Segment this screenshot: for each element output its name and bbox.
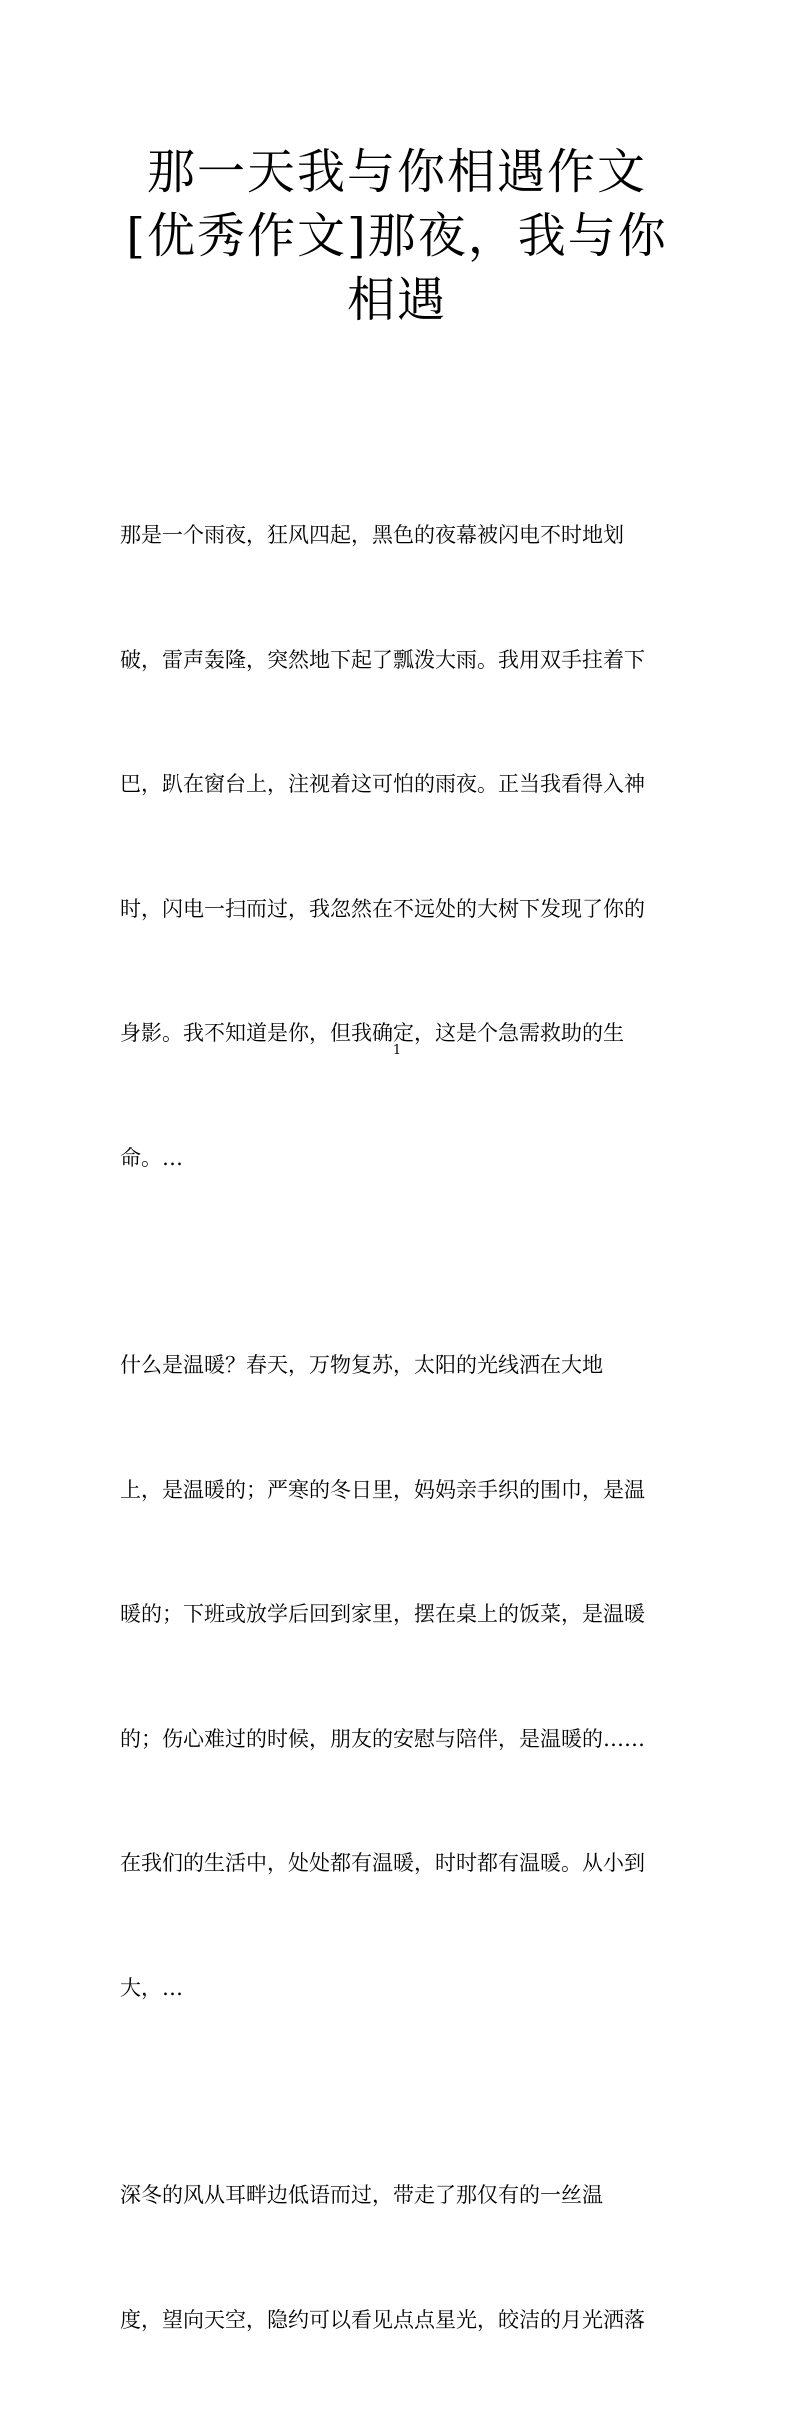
text-line: 身影。我不知道是你，但我确定，这是个急需救助的生	[120, 1021, 624, 1045]
title-line: 那一天我与你相遇作文	[146, 144, 647, 200]
text-line: 大，…	[120, 1975, 183, 2000]
paragraph-warmth	[120, 1262, 676, 2092]
text-line: 巴，趴在窗台上，注视着这可怕的雨夜。正当我看得入神	[120, 772, 645, 796]
title-line: [优秀作文]那夜，我与你	[126, 208, 668, 264]
text-line: 上，是温暖的；严寒的冬日里，妈妈亲手织的围巾，是温	[120, 1477, 645, 1502]
text-line: 深冬的风从耳畔边低语而过，带走了那仅有的一丝温	[120, 2183, 603, 2207]
text-line: 的；伤心难过的时候，朋友的安慰与陪伴，是温暖的……	[120, 1726, 645, 1751]
text-line: 什么是温暖？春天，万物复苏，太阳的光线洒在大地	[120, 1353, 603, 1377]
text-line: 度，望向天空，隐约可以看见点点星光，皎洁的月光洒落	[120, 2307, 645, 2332]
text-line: 暖的；下班或放学后回到家里，摆在桌上的饭菜，是温暖	[120, 1602, 645, 1626]
document-body	[120, 432, 676, 2424]
text-line: 时，闪电一扫而过，我忽然在不远处的大树下发现了你的	[120, 896, 645, 921]
title-line: 相遇	[346, 272, 447, 328]
text-line: 那是一个雨夜，狂风四起，黑色的夜幕被闪电不时地划	[120, 523, 624, 547]
text-line: 在我们的生活中，处处都有温暖，时时都有温暖。从小到	[120, 1851, 645, 1875]
text-line: 命。…	[120, 1145, 183, 1170]
document-title	[110, 140, 684, 332]
text-line: 破，雷声轰隆，突然地下起了瓢泼大雨。我用双手拄着下	[120, 647, 645, 672]
page-number: 1	[392, 1043, 402, 1058]
paragraph-winter-wind	[120, 2092, 676, 2424]
paragraph-rainy-night	[120, 432, 676, 1262]
